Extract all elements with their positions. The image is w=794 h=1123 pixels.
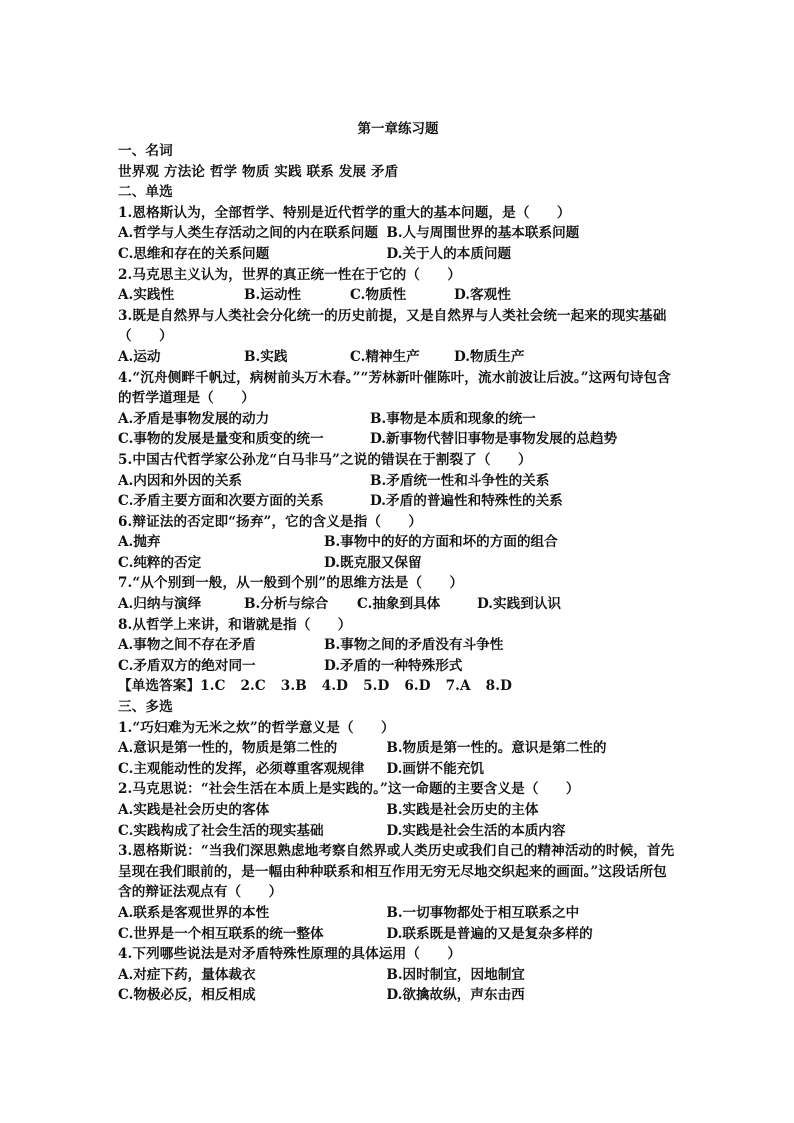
options-row <box>118 409 678 430</box>
option: D.实践是社会生活的本质内容 <box>386 822 566 839</box>
option: D.既克服又保留 <box>324 554 422 571</box>
option: C.事物的发展是量变和质变的统一 <box>118 431 324 448</box>
option: A.哲学与人类生存活动之间的内在联系问题 <box>118 225 378 242</box>
answer: 4.D <box>321 678 349 695</box>
option: D.物质生产 <box>454 348 525 365</box>
option: B.一切事物都处于相互联系之中 <box>386 904 580 921</box>
options-row <box>118 285 678 306</box>
options-row <box>118 821 678 842</box>
single-choice-answers <box>118 676 678 697</box>
option: A.抛弃 <box>118 534 161 551</box>
option: D.新事物代替旧事物是事物发展的总趋势 <box>370 431 618 448</box>
question-stem: 1.“巧妇难为无米之炊”的哲学意义是（ ） <box>118 719 395 736</box>
answer: 6.D <box>404 678 431 695</box>
option: B.物质是第一性的。意识是第二性的 <box>386 740 607 757</box>
document-content <box>118 120 678 1006</box>
answer: 8.D <box>485 678 512 695</box>
option: B.事物之间的矛盾没有斗争性 <box>324 637 504 654</box>
page-title: 第一章练习题 <box>357 121 439 137</box>
option: B.实践是社会历史的主体 <box>386 802 539 818</box>
answer: 5.D <box>363 678 390 695</box>
option: B.事物是本质和现象的统一 <box>370 410 536 427</box>
question-stem: 1.恩格斯认为，全部哲学、特别是近代哲学的重大的基本问题，是（ ） <box>118 204 571 221</box>
options-row <box>118 244 678 265</box>
option: B.因时制宜，因地制宜 <box>386 966 525 983</box>
option: B.事物中的好的方面和坏的方面的组合 <box>324 534 558 551</box>
option: C.主观能动性的发挥，必须尊重客观规律 <box>118 760 365 777</box>
option: D.矛盾的普遍性和特殊性的关系 <box>370 493 563 510</box>
options-row <box>118 429 678 450</box>
option: A.事物之间不存在矛盾 <box>118 637 256 654</box>
option: A.实践性 <box>118 287 175 304</box>
options-row <box>118 965 678 986</box>
answers-label: 【单选答案】 <box>118 678 201 695</box>
options-row <box>118 656 678 677</box>
section-heading-multiple-choice: 三、多选 <box>118 699 173 716</box>
option: A.意识是第一性的，物质是第二性的 <box>118 740 338 757</box>
option: A.实践是社会历史的客体 <box>118 802 270 818</box>
options-row <box>118 491 678 512</box>
question-stem: 5.中国古代哲学家公孙龙“白马非马”之说的错误在于割裂了（ ） <box>118 451 532 468</box>
option: C.纯粹的否定 <box>118 554 202 571</box>
options-row <box>118 553 678 574</box>
option: B.运动性 <box>244 287 302 304</box>
options-row <box>118 471 678 492</box>
option: A.运动 <box>118 348 161 365</box>
option: C.物极必反，相反相成 <box>118 987 256 1004</box>
options-row <box>118 347 678 368</box>
answer: 3.B <box>280 678 307 695</box>
option: C.物质性 <box>350 287 407 304</box>
question-stem: 3.既是自然界与人类社会分化统一的历史前提，又是自然界与人类社会统一起来的现实基础（ ） <box>118 307 667 345</box>
option: C.精神生产 <box>350 348 420 365</box>
option: C.实践构成了社会生活的现实基础 <box>118 822 324 839</box>
options-row <box>118 738 678 759</box>
option: C.思维和存在的关系问题 <box>118 245 270 262</box>
question-stem: 4.下列哪些说法是对矛盾特殊性原理的具体运用（ ） <box>118 946 462 963</box>
section-heading-terms: 一、名词 <box>118 143 173 159</box>
option: D.矛盾的一种特殊形式 <box>324 657 463 674</box>
options-row <box>118 223 678 244</box>
answer: 7.A <box>445 678 471 695</box>
terms-list: 世界观 方法论 哲学 物质 实践 联系 发展 矛盾 <box>118 163 399 180</box>
option: D.客观性 <box>454 287 511 304</box>
option: B.矛盾统一性和斗争性的关系 <box>370 472 550 489</box>
question-stem: 7.“从个别到一般，从一般到个别”的思维方法是（ ） <box>118 575 464 592</box>
option: C.世界是一个相互联系的统一整体 <box>118 925 324 942</box>
answer: 1.C <box>200 678 226 695</box>
option: A.内因和外因的关系 <box>118 472 243 489</box>
option: C.抽象到具体 <box>357 596 441 613</box>
options-row <box>118 985 678 1006</box>
question-stem: 3.恩格斯说：“当我们深思熟虑地考察自然界或人类历史或我们自己的精神活动的时候，首先呈现在我们眼前的，是一幅由种种联系和相互作用无穷无尽地交织起来的画面。”这段话所包含的辩证法观点有（ ） <box>118 843 675 901</box>
options-row <box>118 635 678 656</box>
option: D.欲擒故纵，声东击西 <box>386 987 525 1004</box>
option: B.人与周围世界的基本联系问题 <box>386 225 580 242</box>
options-row <box>118 903 678 924</box>
options-row <box>118 594 678 615</box>
options-row <box>118 800 678 821</box>
question-stem: 6.辩证法的否定即“扬弃”，它的含义是指（ ） <box>118 513 423 530</box>
option: A.联系是客观世界的本性 <box>118 904 270 921</box>
option: A.矛盾是事物发展的动力 <box>118 410 270 427</box>
options-row <box>118 759 678 780</box>
option: D.实践到认识 <box>477 596 562 613</box>
option: A.对症下药，量体裁衣 <box>118 966 256 983</box>
question-stem: 4.“沉舟侧畔千帆过，病树前头万木春。”“芳林新叶催陈叶，流水前波让后波。”这两句诗包含的哲学道理是（ ） <box>118 369 671 407</box>
option: B.实践 <box>244 348 288 365</box>
option: D.关于人的本质问题 <box>386 245 512 262</box>
options-row <box>118 532 678 553</box>
question-stem: 2.马克思主义认为，世界的真正统一性在于它的（ ） <box>118 266 462 283</box>
question-stem: 2.马克思说：“社会生活在本质上是实践的。”这一命题的主要含义是（ ） <box>118 781 580 798</box>
section-heading-single-choice: 二、单选 <box>118 184 173 201</box>
question-stem: 8.从哲学上来讲，和谐就是指（ ） <box>118 616 352 633</box>
option: D.画饼不能充饥 <box>386 760 484 777</box>
options-row <box>118 924 678 945</box>
option: A.归纳与演绎 <box>118 596 202 613</box>
answer: 2.C <box>240 678 266 695</box>
option: C.矛盾主要方面和次要方面的关系 <box>118 493 324 510</box>
option: B.分析与综合 <box>244 596 329 613</box>
option: C.矛盾双方的绝对同一 <box>118 657 256 674</box>
option: D.联系既是普遍的又是复杂多样的 <box>386 925 593 942</box>
